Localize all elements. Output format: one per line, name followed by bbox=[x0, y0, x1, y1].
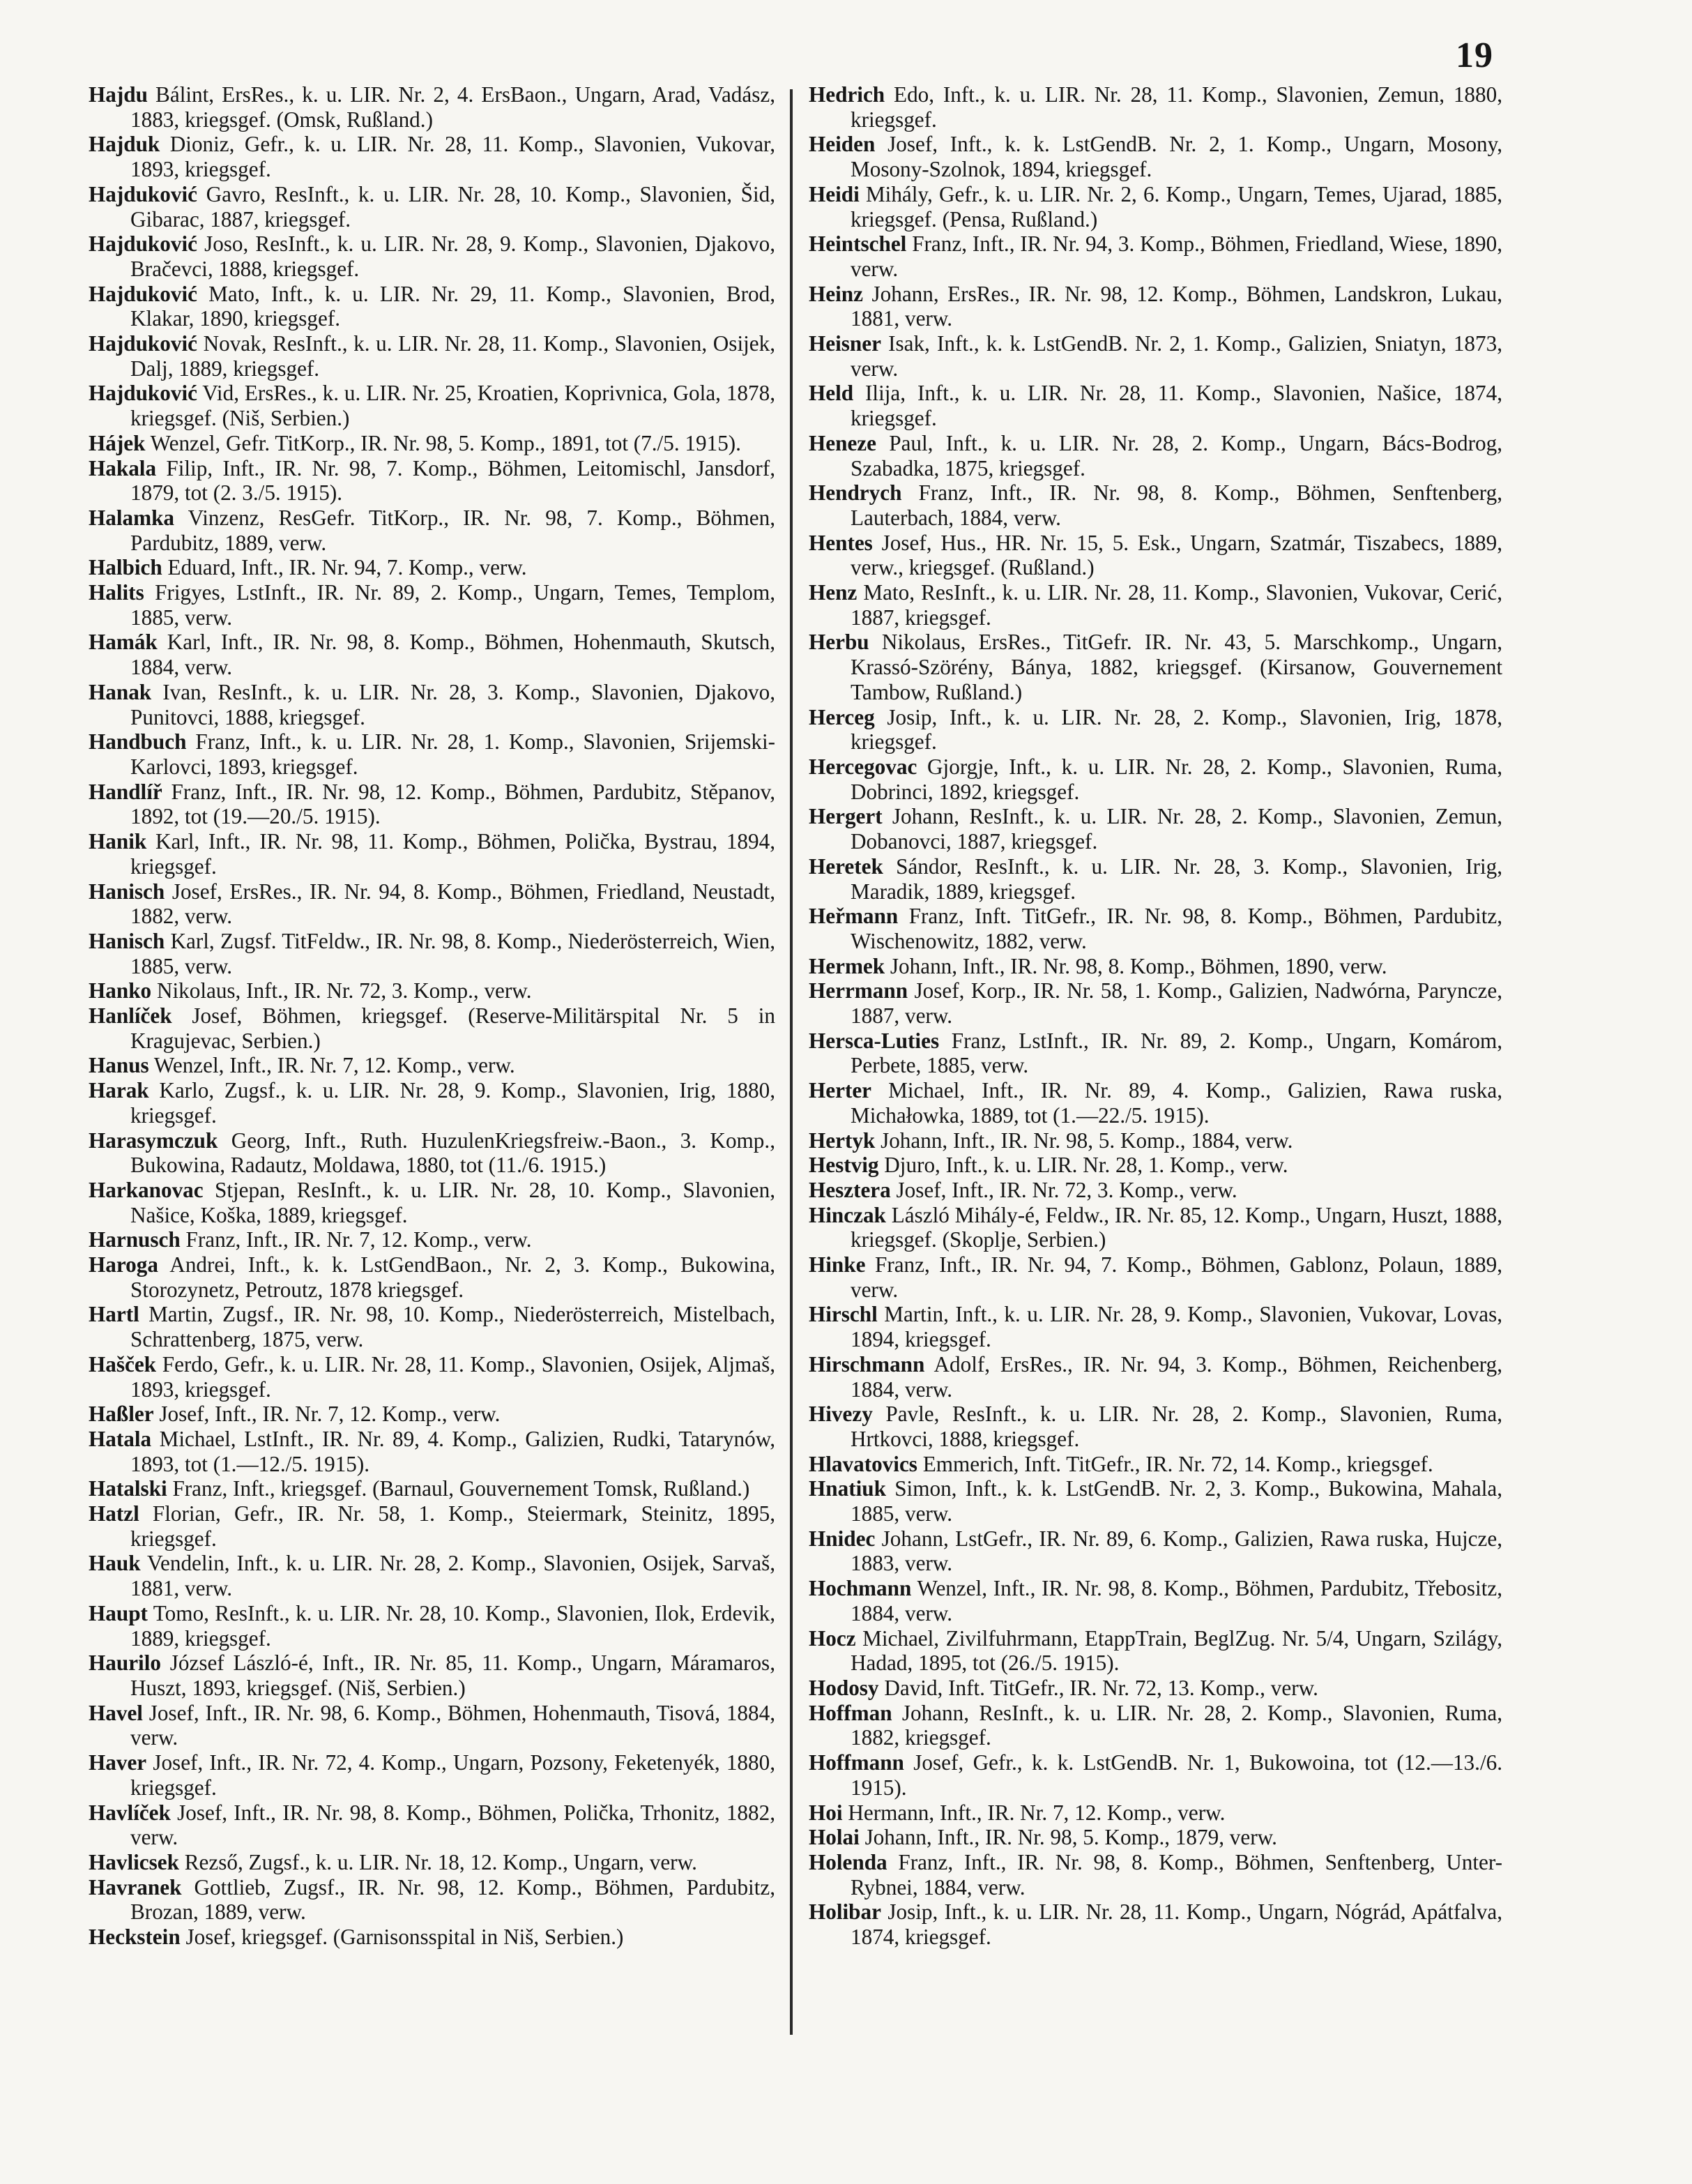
entry-surname: Hajduković bbox=[89, 232, 197, 257]
entry-surname: Hauk bbox=[89, 1551, 141, 1576]
entry-details: Mihály, Gefr., k. u. LIR. Nr. 2, 6. Komp., Ungarn, Temes, Ujarad, 1885, kriegsgef. (Pensa, Rußland.) bbox=[851, 181, 1503, 232]
register-entry bbox=[809, 804, 1502, 854]
entry-surname: Hajduković bbox=[89, 331, 197, 356]
register-entry bbox=[89, 1551, 775, 1600]
entry-details: Johann, ErsRes., IR. Nr. 98, 12. Komp., Böhmen, Landskron, Lukau, 1881, verw. bbox=[851, 281, 1502, 331]
entry-details: Johann, ResInft., k. u. LIR. Nr. 28, 2. Komp., Slavonien, Zemun, Dobanovci, 1887, kriegsgef. bbox=[851, 804, 1502, 854]
register-entry bbox=[809, 705, 1502, 754]
entry-details: Mato, ResInft., k. u. LIR. Nr. 28, 11. Komp., Slavonien, Vukovar, Cerić, 1887, kriegsgef. bbox=[851, 580, 1503, 630]
entry-details: Franz, Inft., IR. Nr. 7, 12. Komp., verw. bbox=[185, 1227, 532, 1252]
entry-surname: Harasymczuk bbox=[89, 1128, 218, 1153]
entry-surname: Heintschel bbox=[809, 232, 907, 257]
entry-surname: Hoffman bbox=[809, 1700, 892, 1725]
entry-details: Karl, Inft., IR. Nr. 98, 11. Komp., Böhmen, Polička, Bystrau, 1894, kriegsgef. bbox=[130, 829, 776, 879]
entry-surname: Hochmann bbox=[809, 1576, 912, 1601]
entry-surname: Hoffmann bbox=[809, 1750, 904, 1775]
register-entry bbox=[809, 1576, 1502, 1625]
entry-surname: Handlíř bbox=[89, 779, 162, 804]
register-entry bbox=[809, 1850, 1502, 1899]
entry-details: Josef, ErsRes., IR. Nr. 94, 8. Komp., Böhmen, Friedland, Neustadt, 1882, verw. bbox=[130, 879, 776, 929]
register-entry bbox=[89, 1078, 775, 1128]
register-entry bbox=[89, 1003, 775, 1053]
register-entry bbox=[89, 630, 775, 679]
register-entry bbox=[89, 1651, 775, 1700]
entry-surname: Hatala bbox=[89, 1426, 152, 1451]
entry-details: Franz, Inft., IR. Nr. 94, 7. Komp., Böhmen, Gablonz, Polaun, 1889, verw. bbox=[851, 1252, 1502, 1302]
register-entry bbox=[89, 1701, 775, 1750]
entry-details: Johann, Inft., IR. Nr. 98, 8. Komp., Böhmen, 1890, verw. bbox=[890, 953, 1387, 978]
entry-details: Franz, LstInft., IR. Nr. 89, 2. Komp., Ungarn, Komárom, Perbete, 1885, verw. bbox=[851, 1028, 1502, 1078]
entry-surname: Hajduković bbox=[89, 181, 197, 206]
entry-surname: Heisner bbox=[809, 331, 881, 356]
register-entry bbox=[89, 1850, 775, 1875]
entry-details: Ilija, Inft., k. u. LIR. Nr. 28, 11. Komp., Slavonien, Našice, 1874, kriegsgef. bbox=[851, 381, 1503, 431]
entry-surname: Hanisch bbox=[89, 928, 165, 953]
entry-details: Filip, Inft., IR. Nr. 98, 7. Komp., Böhmen, Leitomischl, Jansdorf, 1879, tot (2. 3./5. 1915). bbox=[130, 455, 775, 506]
entry-details: Karl, Zugsf. TitFeldw., IR. Nr. 98, 8. Komp., Niederösterreich, Wien, 1885, verw. bbox=[130, 928, 775, 978]
entry-details: Josip, Inft., k. u. LIR. Nr. 28, 11. Komp., Ungarn, Nógrád, Apátfalva, 1874, kriegsgef. bbox=[851, 1899, 1502, 1950]
entry-details: Simon, Inft., k. k. LstGendB. Nr. 2, 3. Komp., Bukowina, Mahala, 1885, verw. bbox=[851, 1476, 1502, 1526]
entry-details: Adolf, ErsRes., IR. Nr. 94, 3. Komp., Böhmen, Reichenberg, 1884, verw. bbox=[851, 1351, 1503, 1402]
entry-details: Franz, Inft., IR. Nr. 98, 12. Komp., Böhmen, Pardubitz, Stěpanov, 1892, tot (19.—20./5. 1915). bbox=[130, 779, 776, 829]
entry-details: Ferdo, Gefr., k. u. LIR. Nr. 28, 11. Komp., Slavonien, Osijek, Aljmaš, 1893, kriegsgef. bbox=[130, 1351, 775, 1402]
entry-surname: Hájek bbox=[89, 430, 146, 455]
entry-details: Franz, Inft., IR. Nr. 94, 3. Komp., Böhmen, Friedland, Wiese, 1890, verw. bbox=[851, 232, 1502, 281]
entry-details: Wenzel, Gefr. TitKorp., IR. Nr. 98, 5. Komp., 1891, tot (7./5. 1915). bbox=[150, 430, 741, 455]
entry-details: Isak, Inft., k. k. LstGendB. Nr. 2, 1. Komp., Galizien, Sniatyn, 1873, verw. bbox=[851, 331, 1502, 381]
register-entry bbox=[809, 1676, 1502, 1701]
entry-details: Michael, LstInft., IR. Nr. 89, 4. Komp., Galizien, Rudki, Tatarynów, 1893, tot (1.—12./5. 1915). bbox=[130, 1426, 775, 1476]
entry-surname: Hlavatovics bbox=[809, 1451, 917, 1476]
register-entry bbox=[89, 680, 775, 729]
entry-details: Franz, Inft., k. u. LIR. Nr. 28, 1. Komp., Slavonien, Srijemski-Karlovci, 1893, kriegsgef. bbox=[130, 729, 775, 779]
register-entry bbox=[89, 431, 775, 456]
entry-details: Tomo, ResInft., k. u. LIR. Nr. 28, 10. Komp., Slavonien, Ilok, Erdevik, 1889, kriegsgef. bbox=[130, 1600, 775, 1651]
entry-details: Eduard, Inft., IR. Nr. 94, 7. Komp., verw. bbox=[167, 555, 527, 580]
entry-details: Johann, Inft., IR. Nr. 98, 5. Komp., 1879, verw. bbox=[864, 1825, 1277, 1850]
entry-surname: Halamka bbox=[89, 505, 175, 530]
register-entry bbox=[89, 182, 775, 232]
register-entry bbox=[809, 431, 1502, 480]
entry-surname: Hanlíček bbox=[89, 1003, 172, 1029]
register-entry bbox=[89, 232, 775, 281]
entry-details: Vinzenz, ResGefr. TitKorp., IR. Nr. 98, 7. Komp., Böhmen, Pardubitz, 1889, verw. bbox=[130, 505, 775, 555]
entry-details: Josef, Gefr., k. k. LstGendB. Nr. 1, Bukowoina, tot (12.—13./6. 1915). bbox=[851, 1750, 1503, 1800]
entry-surname: Hnatiuk bbox=[809, 1476, 886, 1501]
register-entry bbox=[89, 1501, 775, 1551]
entry-surname: Havlíček bbox=[89, 1800, 171, 1825]
register-entry bbox=[89, 381, 775, 430]
register-entry bbox=[89, 282, 775, 331]
entry-surname: Havel bbox=[89, 1700, 143, 1725]
page-number: 19 bbox=[1456, 36, 1493, 75]
register-entry bbox=[89, 331, 775, 381]
entry-surname: Hatalski bbox=[89, 1476, 167, 1501]
entry-details: Vendelin, Inft., k. u. LIR. Nr. 28, 2. Komp., Slavonien, Osijek, Sarvaš, 1881, verw. bbox=[130, 1551, 776, 1601]
register-entry bbox=[89, 82, 775, 132]
entry-details: Josef, Korp., IR. Nr. 58, 1. Komp., Galizien, Nadwórna, Paryncze, 1887, verw. bbox=[851, 978, 1503, 1029]
register-entry bbox=[809, 1476, 1502, 1526]
entry-surname: Heretek bbox=[809, 854, 883, 879]
entry-surname: Haurilo bbox=[89, 1651, 161, 1676]
entry-surname: Halits bbox=[89, 580, 144, 605]
register-entry bbox=[809, 1029, 1502, 1078]
register-entry bbox=[809, 1128, 1502, 1153]
register-entry bbox=[809, 1252, 1502, 1302]
entry-details: Franz, Inft. TitGefr., IR. Nr. 98, 8. Komp., Böhmen, Pardubitz, Wischenowitz, 1882, verw. bbox=[851, 904, 1503, 953]
entry-details: Gjorgje, Inft., k. u. LIR. Nr. 28, 2. Komp., Slavonien, Ruma, Dobrinci, 1892, kriegsgef. bbox=[851, 754, 1502, 804]
entry-surname: Hestvig bbox=[809, 1153, 879, 1178]
entry-surname: Hakala bbox=[89, 455, 157, 480]
register-entry bbox=[809, 1626, 1502, 1676]
entry-details: Franz, Inft., IR. Nr. 98, 8. Komp., Böhmen, Senftenberg, Unter-Rybnei, 1884, verw. bbox=[851, 1849, 1502, 1899]
entry-surname: Hedrich bbox=[809, 82, 885, 107]
entry-surname: Heinz bbox=[809, 281, 863, 306]
entry-details: Nikolaus, Inft., IR. Nr. 72, 3. Komp., verw. bbox=[156, 978, 532, 1003]
register-entry bbox=[809, 132, 1502, 181]
register-entry bbox=[809, 1701, 1502, 1750]
entry-surname: Hnidec bbox=[809, 1526, 876, 1551]
entry-details: Josef, Inft., IR. Nr. 7, 12. Komp., verw. bbox=[159, 1402, 501, 1427]
entry-surname: Heneze bbox=[809, 430, 876, 455]
entry-surname: Havranek bbox=[89, 1874, 182, 1899]
entry-surname: Harkanovac bbox=[89, 1177, 204, 1202]
entry-surname: Herbu bbox=[809, 630, 869, 655]
register-entry bbox=[89, 1800, 775, 1850]
entry-surname: Hanko bbox=[89, 978, 152, 1003]
register-entry bbox=[89, 1252, 775, 1302]
entry-details: László Mihály-é, Feldw., IR. Nr. 85, 12. Komp., Ungarn, Huszt, 1888, kriegsgef. (Skoplje, Serbien.) bbox=[851, 1202, 1503, 1252]
entry-details: Wenzel, Inft., IR. Nr. 98, 8. Komp., Böhmen, Pardubitz, Třebositz, 1884, verw. bbox=[851, 1576, 1503, 1625]
register-entry bbox=[809, 1203, 1502, 1252]
register-entry bbox=[89, 1302, 775, 1351]
register-entry bbox=[809, 381, 1502, 430]
entry-surname: Heckstein bbox=[89, 1925, 181, 1950]
entry-surname: Hersca-Luties bbox=[809, 1028, 940, 1053]
entry-details: David, Inft. TitGefr., IR. Nr. 72, 13. Komp., verw. bbox=[884, 1676, 1318, 1700]
register-entry bbox=[89, 1427, 775, 1476]
entry-details: Djuro, Inft., k. u. LIR. Nr. 28, 1. Komp., verw. bbox=[884, 1153, 1288, 1178]
entry-surname: Herceg bbox=[809, 704, 875, 729]
register-entry bbox=[809, 854, 1502, 904]
register-entry bbox=[809, 480, 1502, 530]
entry-details: Josef, Inft., IR. Nr. 98, 6. Komp., Böhmen, Hohenmauth, Tisová, 1884, verw. bbox=[130, 1700, 775, 1750]
register-entry bbox=[89, 1601, 775, 1651]
entry-surname: Hentes bbox=[809, 530, 873, 555]
right-column bbox=[809, 82, 1502, 1950]
entry-surname: Hesztera bbox=[809, 1177, 891, 1202]
register-entry bbox=[89, 506, 775, 555]
entry-details: Novak, ResInft., k. u. LIR. Nr. 28, 11. Komp., Slavonien, Osijek, Dalj, 1889, kriegsgef. bbox=[130, 331, 776, 381]
entry-details: József László-é, Inft., IR. Nr. 85, 11. Komp., Ungarn, Máramaros, Huszt, 1893, kriegsgef. (Niš, Serbien.) bbox=[130, 1651, 775, 1700]
entry-details: Emmerich, Inft. TitGefr., IR. Nr. 72, 14. Komp., kriegsgef. bbox=[922, 1451, 1433, 1476]
entry-details: Mato, Inft., k. u. LIR. Nr. 29, 11. Komp., Slavonien, Brod, Klakar, 1890, kriegsgef. bbox=[130, 281, 775, 331]
entry-details: Johann, ResInft., k. u. LIR. Nr. 28, 2. Komp., Slavonien, Ruma, 1882, kriegsgef. bbox=[851, 1700, 1503, 1750]
entry-surname: Hercegovac bbox=[809, 754, 917, 779]
register-entry bbox=[89, 1750, 775, 1800]
entry-surname: Hajduković bbox=[89, 281, 197, 306]
entry-details: Frigyes, LstInft., IR. Nr. 89, 2. Komp., Ungarn, Temes, Templom, 1885, verw. bbox=[130, 580, 775, 630]
entry-details: Pavle, ResInft., k. u. LIR. Nr. 28, 2. Komp., Slavonien, Ruma, Hrtkovci, 1888, kriegsgef. bbox=[851, 1402, 1502, 1451]
register-entry bbox=[809, 1452, 1502, 1477]
entry-details: Franz, Inft., kriegsgef. (Barnaul, Gouvernement Tomsk, Rußland.) bbox=[172, 1476, 750, 1501]
register-entry bbox=[89, 1352, 775, 1402]
entry-surname: Hanak bbox=[89, 679, 152, 704]
entry-surname: Herrmann bbox=[809, 978, 908, 1003]
register-entry bbox=[809, 1078, 1502, 1128]
entry-surname: Heidi bbox=[809, 181, 860, 206]
entry-details: Ivan, ResInft., k. u. LIR. Nr. 28, 3. Komp., Slavonien, Djakovo, Punitovci, 1888, kriegsgef. bbox=[130, 679, 776, 729]
entry-surname: Holenda bbox=[809, 1849, 887, 1874]
register-entry bbox=[809, 1153, 1502, 1178]
register-entry bbox=[89, 132, 775, 181]
register-entry bbox=[809, 232, 1502, 281]
entry-details: Josef, Inft., k. k. LstGendB. Nr. 2, 1. Komp., Ungarn, Mosony, Mosony-Szolnok, 1894, kriegsgef. bbox=[851, 132, 1502, 182]
entry-surname: Hodosy bbox=[809, 1676, 879, 1700]
register-entry bbox=[809, 1825, 1502, 1850]
entry-details: Johann, LstGefr., IR. Nr. 89, 6. Komp., Galizien, Rawa ruska, Hujcze, 1883, verw. bbox=[851, 1526, 1502, 1576]
entry-details: Gottlieb, Zugsf., IR. Nr. 98, 12. Komp., Böhmen, Pardubitz, Brozan, 1889, verw. bbox=[130, 1874, 776, 1925]
entry-details: Stjepan, ResInft., k. u. LIR. Nr. 28, 10. Komp., Slavonien, Našice, Koška, 1889, kriegsgef. bbox=[130, 1177, 776, 1227]
register-entry bbox=[809, 1302, 1502, 1351]
entry-details: Gavro, ResInft., k. u. LIR. Nr. 28, 10. Komp., Slavonien, Šid, Gibarac, 1887, kriegsgef. bbox=[130, 181, 776, 232]
register-entry bbox=[89, 829, 775, 879]
register-entry bbox=[809, 282, 1502, 331]
entry-surname: Hinke bbox=[809, 1252, 866, 1277]
entry-surname: Hamák bbox=[89, 630, 158, 655]
entry-surname: Hatzl bbox=[89, 1501, 139, 1526]
register-entry bbox=[89, 456, 775, 506]
register-entry bbox=[809, 1750, 1502, 1800]
register-entry bbox=[809, 1800, 1502, 1826]
entry-surname: Hajdu bbox=[89, 82, 148, 107]
entry-details: Josef, kriegsgef. (Garnisonsspital in Niš, Serbien.) bbox=[185, 1925, 624, 1950]
register-entry bbox=[809, 82, 1502, 132]
entry-surname: Harnusch bbox=[89, 1227, 181, 1252]
register-entry bbox=[89, 580, 775, 630]
entry-details: Wenzel, Inft., IR. Nr. 7, 12. Komp., verw. bbox=[153, 1053, 515, 1078]
entry-details: Michael, Inft., IR. Nr. 89, 4. Komp., Galizien, Rawa ruska, Michałowka, 1889, tot (1.—22./5. 1915). bbox=[851, 1078, 1503, 1128]
entry-surname: Hendrych bbox=[809, 480, 902, 506]
entry-details: Johann, Inft., IR. Nr. 98, 5. Komp., 1884, verw. bbox=[881, 1128, 1293, 1153]
register-entry bbox=[809, 978, 1502, 1028]
entry-surname: Hanus bbox=[89, 1053, 149, 1078]
entry-details: Martin, Inft., k. u. LIR. Nr. 28, 9. Komp., Slavonien, Vukovar, Lovas, 1894, kriegsgef. bbox=[851, 1302, 1502, 1352]
register-entry bbox=[89, 1178, 775, 1227]
entry-surname: Harak bbox=[89, 1078, 149, 1103]
entry-details: Dioniz, Gefr., k. u. LIR. Nr. 28, 11. Komp., Slavonien, Vukovar, 1893, kriegsgef. bbox=[130, 132, 775, 182]
entry-details: Georg, Inft., Ruth. HuzulenKriegsfreiw.-Baon., 3. Komp., Bukowina, Radautz, Moldawa, 1880, tot (11./6. 1915.) bbox=[130, 1128, 775, 1178]
register-entry bbox=[809, 580, 1502, 630]
register-entry bbox=[809, 904, 1502, 953]
register-entry bbox=[809, 1526, 1502, 1576]
entry-surname: Hašček bbox=[89, 1351, 157, 1377]
entry-surname: Hergert bbox=[809, 804, 883, 829]
entry-surname: Hivezy bbox=[809, 1402, 873, 1427]
register-entry bbox=[89, 1476, 775, 1501]
entry-surname: Halbich bbox=[89, 555, 162, 580]
entry-surname: Hocz bbox=[809, 1625, 856, 1651]
entry-surname: Haroga bbox=[89, 1252, 158, 1277]
register-entry bbox=[89, 1925, 775, 1950]
register-entry bbox=[89, 929, 775, 978]
entry-details: Michael, Zivilfuhrmann, EtappTrain, BeglZug. Nr. 5/4, Ungarn, Szilágy, Hadad, 1895, tot (26./5. 1915). bbox=[851, 1625, 1502, 1676]
register-entry bbox=[89, 1402, 775, 1427]
entry-details: Karlo, Zugsf., k. u. LIR. Nr. 28, 9. Komp., Slavonien, Irig, 1880, kriegsgef. bbox=[130, 1078, 776, 1128]
register-entry bbox=[89, 780, 775, 829]
entry-details: Vid, ErsRes., k. u. LIR. Nr. 25, Kroatien, Koprivnica, Gola, 1878, kriegsgef. (Niš, Serbien.) bbox=[130, 381, 775, 431]
register-entry bbox=[89, 978, 775, 1003]
left-column bbox=[89, 82, 775, 1950]
register-entry bbox=[809, 531, 1502, 580]
entry-surname: Hartl bbox=[89, 1302, 139, 1327]
entry-surname: Haver bbox=[89, 1750, 147, 1775]
register-entry bbox=[809, 1352, 1502, 1402]
entry-surname: Herter bbox=[809, 1078, 872, 1103]
entry-details: Karl, Inft., IR. Nr. 98, 8. Komp., Böhmen, Hohenmauth, Skutsch, 1884, verw. bbox=[130, 630, 775, 680]
entry-details: Edo, Inft., k. u. LIR. Nr. 28, 11. Komp., Slavonien, Zemun, 1880, kriegsgef. bbox=[851, 82, 1503, 132]
entry-surname: Holai bbox=[809, 1825, 860, 1850]
register-entry bbox=[89, 1053, 775, 1078]
entry-details: Andrei, Inft., k. k. LstGendBaon., Nr. 2, 3. Komp., Bukowina, Storozynetz, Petroutz, 1878 kriegsgef. bbox=[130, 1252, 776, 1302]
entry-details: Sándor, ResInft., k. u. LIR. Nr. 28, 3. Komp., Slavonien, Irig, Maradik, 1889, kriegsgef. bbox=[851, 854, 1503, 904]
register-entry bbox=[809, 954, 1502, 979]
entry-details: Josef, Inft., IR. Nr. 72, 3. Komp., verw. bbox=[896, 1177, 1237, 1202]
entry-details: Josef, Hus., HR. Nr. 15, 5. Esk., Ungarn, Szatmár, Tiszabecs, 1889, verw., kriegsgef. (Rußland.) bbox=[851, 530, 1502, 580]
entry-surname: Handbuch bbox=[89, 729, 187, 754]
entry-surname: Heiden bbox=[809, 132, 876, 157]
entry-surname: Held bbox=[809, 381, 854, 406]
entry-surname: Hanik bbox=[89, 829, 147, 854]
register-entry bbox=[809, 754, 1502, 804]
entry-surname: Havlicsek bbox=[89, 1849, 179, 1874]
entry-details: Florian, Gefr., IR. Nr. 58, 1. Komp., Steiermark, Steinitz, 1895, kriegsgef. bbox=[130, 1501, 775, 1551]
entry-surname: Hinczak bbox=[809, 1202, 886, 1227]
entry-details: Josip, Inft., k. u. LIR. Nr. 28, 2. Komp., Slavonien, Irig, 1878, kriegsgef. bbox=[851, 704, 1502, 754]
entry-surname: Hirschmann bbox=[809, 1351, 925, 1377]
register-entry bbox=[809, 630, 1502, 704]
entry-surname: Hermek bbox=[809, 953, 885, 978]
entry-surname: Hajduković bbox=[89, 381, 197, 406]
entry-details: Hermann, Inft., IR. Nr. 7, 12. Komp., verw. bbox=[848, 1800, 1226, 1825]
register-entry bbox=[89, 1227, 775, 1252]
entry-surname: Hirschl bbox=[809, 1302, 878, 1327]
entry-details: Josef, Böhmen, kriegsgef. (Reserve-Militärspital Nr. 5 in Kragujevac, Serbien.) bbox=[130, 1003, 776, 1053]
register-entry bbox=[89, 1128, 775, 1178]
entry-surname: Hertyk bbox=[809, 1128, 876, 1153]
entry-details: Josef, Inft., IR. Nr. 98, 8. Komp., Böhmen, Polička, Trhonitz, 1882, verw. bbox=[130, 1800, 775, 1850]
entry-details: Joso, ResInft., k. u. LIR. Nr. 28, 9. Komp., Slavonien, Djakovo, Bračevci, 1888, kriegsgef. bbox=[130, 232, 776, 281]
register-entry bbox=[89, 879, 775, 929]
entry-surname: Heřmann bbox=[809, 904, 899, 929]
entry-surname: Hajduk bbox=[89, 132, 160, 157]
register-entry bbox=[89, 555, 775, 580]
entry-details: Nikolaus, ErsRes., TitGefr. IR. Nr. 43, 5. Marschkomp., Ungarn, Krassó-Szörény, Bánya, 1882, kriegsgef. (Kirsanow, Gouvernement Tambow, Rußland.) bbox=[851, 630, 1502, 704]
entry-surname: Haupt bbox=[89, 1600, 148, 1625]
entry-details: Rezső, Zugsf., k. u. LIR. Nr. 18, 12. Komp., Ungarn, verw. bbox=[184, 1849, 697, 1874]
register-entry bbox=[809, 331, 1502, 381]
register-entry bbox=[89, 1875, 775, 1925]
entry-details: Josef, Inft., IR. Nr. 72, 4. Komp., Ungarn, Pozsony, Feketenyék, 1880, kriegsgef. bbox=[130, 1750, 776, 1800]
entry-surname: Haßler bbox=[89, 1402, 154, 1427]
entry-details: Franz, Inft., IR. Nr. 98, 8. Komp., Böhmen, Senftenberg, Lauterbach, 1884, verw. bbox=[851, 480, 1502, 530]
register-entry bbox=[89, 729, 775, 779]
column-divider bbox=[790, 89, 793, 2035]
entry-surname: Hanisch bbox=[89, 879, 165, 904]
register-entry bbox=[809, 1178, 1502, 1203]
entry-surname: Holibar bbox=[809, 1899, 881, 1925]
register-entry bbox=[809, 182, 1502, 232]
entry-details: Bálint, ErsRes., k. u. LIR. Nr. 2, 4. ErsBaon., Ungarn, Arad, Vadász, 1883, kriegsgef. (Omsk, Rußland.) bbox=[130, 82, 775, 132]
register-entry bbox=[809, 1899, 1502, 1949]
register-entry bbox=[809, 1402, 1502, 1451]
entry-surname: Hoi bbox=[809, 1800, 843, 1825]
entry-details: Martin, Zugsf., IR. Nr. 98, 10. Komp., Niederösterreich, Mistelbach, Schrattenberg, 1875, verw. bbox=[130, 1302, 776, 1352]
entry-details: Paul, Inft., k. u. LIR. Nr. 28, 2. Komp., Ungarn, Bács-Bodrog, Szabadka, 1875, kriegsgef. bbox=[851, 430, 1502, 480]
entry-surname: Henz bbox=[809, 580, 858, 605]
